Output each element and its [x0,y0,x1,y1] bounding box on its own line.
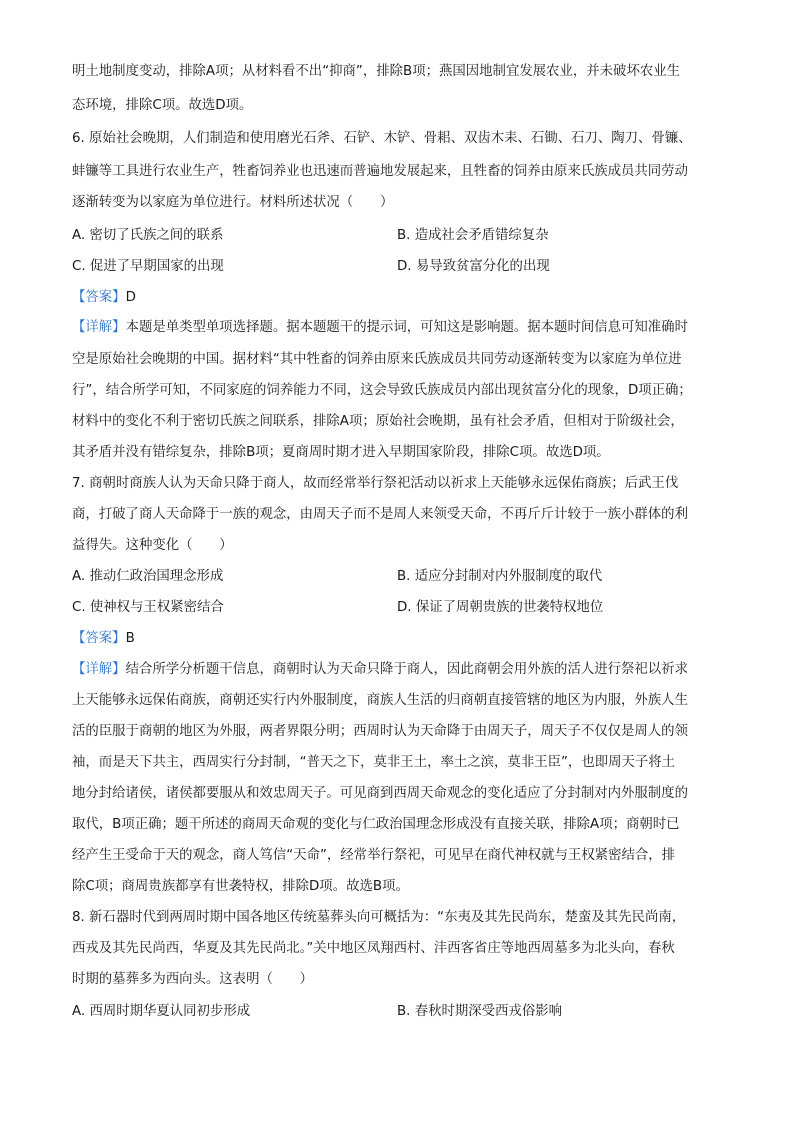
detail-tag: 【详解】 [72,662,126,677]
q7-detail-line-2: 上天能够永远保佑商族，商朝还实行内外服制度，商族人生活的归商朝直接管辖的地区为内服，外族人生 [72,693,688,708]
q7-detail-line-6: 取代，B项正确；题干所述的商周天命观的变化与仁政治国理念形成没有直接关联，排除A项；商朝时已 [72,817,680,832]
q6-option-a: A. 密切了氏族之间的联系 [72,228,224,243]
q6-stem-line-1: 6. 原始社会晚期，人们制造和使用磨光石斧、石铲、木铲、骨耜、双齿木耒、石锄、石刀、陶刀、骨镰、 [72,131,692,146]
q6-detail-line-3: 行”，结合所学可知，不同家庭的饲养能力不同，这会导致氏族成员内部出现贫富分化的现象，D项正确； [72,383,692,398]
detail-text: 结合所学分析题干信息，商朝时认为天命只降于商人，因此商朝会用外族的活人进行祭祀以祈求 [125,662,688,677]
detail-tag: 【详解】 [72,320,126,335]
q7-option-a: A. 推动仁政治国理念形成 [72,569,224,584]
q7-detail-line-7: 经产生王受命于天的观念，商人笃信“天命”，经常举行祭祀，可见早在商代神权就与王权紧密结合，排 [72,848,676,863]
answer-tag: 【答案】 [72,290,126,305]
q6-option-d: D. 易导致贫富分化的出现 [397,259,550,274]
q7-option-b: B. 适应分封制对内外服制度的取代 [397,569,603,584]
q6-detail-line-2: 空是原始社会晚期的中国。据材料“其中牲畜的饲养由原来氏族成员共同劳动逐渐转变为以家庭为单位进 [72,352,682,367]
prev-explanation-line-2: 态环境，排除C项。故选D项。 [72,98,253,113]
q7-detail-line-8: 除C项；商周贵族都享有世袭特权，排除D项。故选B项。 [72,879,409,894]
q6-answer [72,288,724,308]
q6-detail-line-5: 其矛盾并没有错综复杂，排除B项；夏商周时期才进入早期国家阶段，排除C项。故选D项。 [72,445,610,460]
answer-value: D [125,290,136,305]
q8-stem-line-1: 8. 新石器时代到两周时期中国各地区传统墓葬头向可概括为：“东夷及其先民尚东，楚蛮及其先民尚南， [72,910,686,925]
q6-stem-line-3: 逐渐转变为以家庭为单位进行。材料所述状况（ ） [72,195,394,210]
q7-detail-line-1 [72,660,724,680]
q6-detail-line-1 [72,318,724,338]
q6-stem-line-2: 蚌镰等工具进行农业生产，牲畜饲养业也迅速而普遍地发展起来，且牲畜的饲养由原来氏族成员共同劳动 [72,164,688,179]
q6-detail-line-4: 材料中的变化不利于密切氏族之间联系，排除A项；原始社会晚期，虽有社会矛盾，但相对于阶级社会， [72,414,684,429]
q7-detail-line-4: 袖，而是天下共主，西周实行分封制，“普天之下，莫非王土，率土之滨，莫非王臣”，也即周天子将土 [72,755,676,770]
q8-stem-line-2: 西戎及其先民尚西，华夏及其先民尚北。”关中地区凤翔西村、沣西客省庄等地西周墓多为北头向，春秋 [72,941,675,956]
q7-option-c: C. 使神权与王权紧密结合 [72,600,224,615]
q7-stem-line-2: 商，打破了商人天命降于一族的观念，由周天子而不是周人来领受天命，不再斤斤计较于一族小群体的利 [72,507,688,522]
answer-tag: 【答案】 [72,631,126,646]
q7-detail-line-3: 活的臣服于商朝的地区为外服，两者界限分明；西周时认为天命降于由周天子，周天子不仅仅是周人的领 [72,724,688,739]
prev-explanation-line-1: 明土地制度变动，排除A项；从材料看不出“抑商”，排除B项；燕国因地制宜发展农业，并未破坏农业生 [72,64,681,79]
q8-option-a: A. 西周时期华夏认同初步形成 [72,1004,251,1019]
detail-text: 本题是单类型单项选择题。据本题题干的提示词，可知这是影响题。据本题时间信息可知准确时 [125,320,688,335]
q7-stem-line-1: 7. 商朝时商族人认为天命只降于商人，故而经常举行祭祀活动以祈求上天能够永远保佑商族；后武王伐 [72,476,679,491]
q7-stem-line-3: 益得失。这种变化（ ） [72,538,233,553]
q6-option-c: C. 促进了早期国家的出现 [72,259,224,274]
q8-stem-line-3: 时期的墓葬多为西向头。这表明（ ） [72,972,314,987]
q7-answer [72,629,724,649]
q7-detail-line-5: 地分封给诸侯，诸侯都要服从和效忠周天子。可见商到西周天命观念的变化适应了分封制对内外服制度的 [72,786,688,801]
q8-option-b: B. 春秋时期深受西戎俗影响 [397,1004,562,1019]
q7-option-d: D. 保证了周朝贵族的世袭特权地位 [397,600,604,615]
q6-option-b: B. 造成社会矛盾错综复杂 [397,228,549,243]
answer-value: B [125,631,135,646]
